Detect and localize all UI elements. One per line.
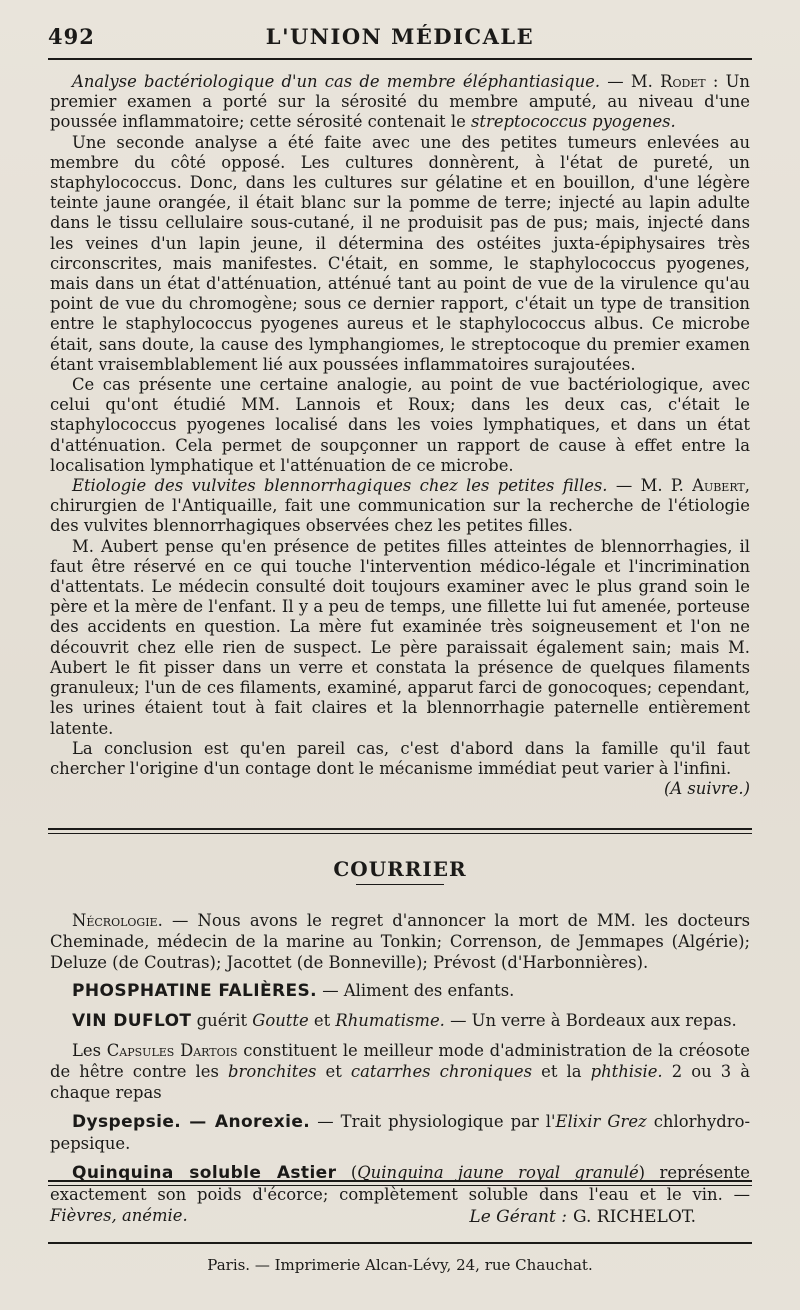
section-heading: COURRIER: [333, 857, 467, 881]
ad-elixir-grez: Dyspepsie. — Anorexie. — Trait physiologique par l'Elixir Grez chlorhydro-pepsique.: [50, 1112, 750, 1153]
article-paragraph: Analyse bactériologique d'un cas de membre éléphantiasique. — M. Rodet : Un premier examen a porté sur la sérosité du membre amputé, au niveau d'une poussée inflammatoire; cette sérosité contenait le streptococcus pyogenes.: [50, 72, 750, 132]
section-rule-thin: [48, 833, 752, 834]
ad-brand: VIN DUFLOT: [72, 1011, 192, 1031]
paragraph-text: : Un premier examen a porté sur la sérosité du membre amputé, au niveau d'une poussée inflammatoire; cette sérosité contenait le: [50, 72, 750, 132]
article-body: [50, 72, 750, 799]
article-paragraph: La conclusion est qu'en pareil cas, c'est d'abord dans la famille qu'il faut chercher l'origine d'un contage dont le mécanisme immédiat peut varier à l'infini.: [50, 738, 750, 778]
gerant-name: G. RICHELOT.: [572, 1207, 696, 1227]
article-paragraph: Etiologie des vulvites blennorrhagiques chez les petites filles. — M. P. Aubert, chirurgien de l'Antiquaille, fait une communication sur la recherche de l'étiologie des vulvites blennorrhagiques observées chez les petites filles.: [50, 476, 750, 536]
article-paragraph: M. Aubert pense qu'en présence de petites filles atteintes de blennorrhagies, il faut être réservé en ce qui touche l'intervention médico-légale et l'incrimination d'attentats. Le médecin consulté doit toujours examiner avec le plus grand soin le père et la mère de l'enfant. Il y a peu de temps, une fillette lui fut amenée, porteuse des accidents en question. La mère fut examinée très soigneusement et l'on ne découvrit chez elle rien de suspect. Le père paraissait également sain; mais M. Aubert le fit pisser dans un verre et constata la présence de quelques filaments granuleux; l'un de ces filaments, examiné, apparut farci de gonocoques; cependant, les urines étaient tout à fait claires et la blennorrhagie paternelle entièrement latente.: [50, 536, 750, 738]
courrier-body: [50, 910, 750, 1226]
page-number: 492: [48, 24, 95, 49]
article-paragraph: Une seconde analyse a été faite avec une des petites tumeurs enlevées au membre du côté opposé. Les cultures donnèrent, à l'état de pureté, un staphylococcus. Donc, dans les cultures sur gélatine et en bouillon, d'une légère teinte jaune orangée, il était blanc sur la pomme de terre; injecté au lapin adulte dans le tissu cellulaire sous-cutané, il ne produisit pas de pus; mais, injecté dans les veines d'un lapin jeune, il détermina des ostéites juxta-épiphysaires très circonscrites, mais manifestes. C'était, en somme, le staphylococcus pyogenes, mais dans un état d'atténuation, atténué tant au point de vue de la virulence qu'au point de vue du chromogène; sous ce dernier rapport, c'était un type de transition entre le staphylococcus pyogenes aureus et le staphylococcus albus. Ce microbe était, sans doute, la cause des lymphangiomes, le streptocoque du premier examen étant vraisemblablement lié aux poussées inflammatoires surajoutées.: [50, 132, 750, 374]
footer-rule: [48, 1180, 752, 1182]
necrology-label: Nécrologie.: [72, 911, 163, 930]
ad-brand: Capsules Dartois: [106, 1041, 238, 1060]
gerant-label: Le Gérant :: [469, 1207, 567, 1227]
imprint-rule: [48, 1242, 752, 1244]
ad-vin-duflot: VIN DUFLOT guérit Goutte et Rhumatisme. — Un verre à Bordeaux aux repas.: [72, 1011, 737, 1031]
paragraph-text: , chirurgien de l'Antiquaille, fait une communication sur la recherche de l'étiologie des vulvites blennorrhagiques observées chez les petites filles.: [50, 476, 750, 536]
ad-phosphatine: PHOSPHATINE FALIÈRES. — Aliment des enfants.: [72, 981, 515, 1001]
imprint: Paris. — Imprimerie Alcan-Lévy, 24, rue Chauchat.: [207, 1256, 593, 1274]
journal-title: L'UNION MÉDICALE: [265, 24, 535, 49]
necrology-paragraph: [50, 910, 750, 973]
ad-brand: PHOSPHATINE FALIÈRES.: [72, 981, 317, 1001]
gerant-signature: [469, 1207, 696, 1227]
subsection-title: Analyse bactériologique d'un cas de membre éléphantiasique.: [72, 72, 601, 91]
section-rule: [48, 828, 752, 830]
organism-term: streptococcus pyogenes.: [471, 112, 676, 132]
speaker-name: M. P. Aubert: [640, 476, 745, 496]
ad-brand: Dyspepsie. — Anorexie.: [72, 1112, 311, 1132]
footer-rule-thin: [48, 1185, 752, 1186]
ad-brand: Quinquina soluble Astier: [72, 1163, 337, 1183]
header-rule: [48, 58, 752, 60]
article-paragraph: Ce cas présente une certaine analogie, au point de vue bactériologique, avec celui qu'ont étudié MM. Lannois et Roux; dans les deux cas, c'était le staphylococcus pyogenes localisé dans les voies lymphatiques, et dans un état d'atténuation. Cela permet de soupçonner un rapport de cause à effet entre la localisation lymphatique et l'atténuation de ce microbe.: [50, 375, 750, 475]
subsection-title: Etiologie des vulvites blennorrhagiques chez les petites filles.: [72, 476, 608, 496]
heading-underline: [356, 884, 444, 885]
speaker-name: M. Rodet: [630, 72, 706, 91]
ad-quinquina: Quinquina soluble Astier (Quinquina jaune royal granulé) représente exactement son poids d'écorce; complètement soluble dans l'eau et le vin. — Fièvres, anémie.: [50, 1163, 750, 1225]
necrology-text: — Nous avons le regret d'annoncer la mort de MM. les docteurs Cheminade, médecin de la marine au Tonkin; Correnson, de Jemmapes (Algérie); Deluze (de Coutras); Jacottet (de Bonneville); Prévost (d'Harbonnières).: [50, 911, 750, 972]
ad-capsules: Les Capsules Dartois constituent le meilleur mode d'administration de la créosote de hêtre contre les bronchites et catarrhes chroniques et la phthisie. 2 ou 3 à chaque repas: [50, 1041, 750, 1102]
to-be-continued: (A suivre.): [663, 779, 750, 799]
page-header: [48, 22, 752, 52]
